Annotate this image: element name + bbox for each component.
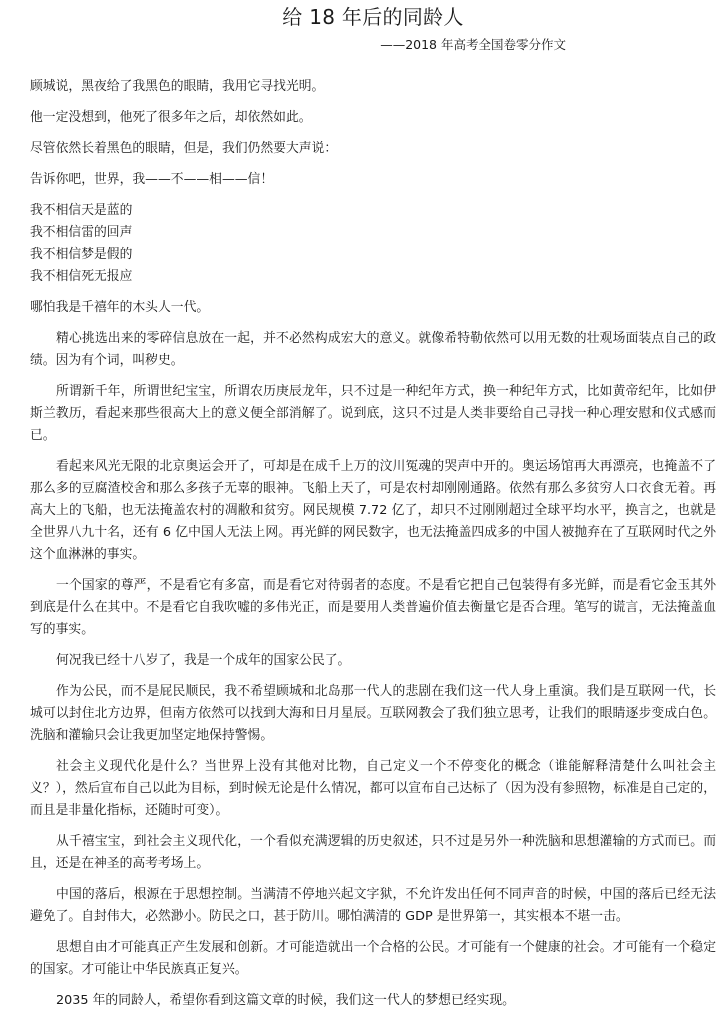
document-body <box>30 76 716 1012</box>
paragraph: 看起来风光无限的北京奥运会开了，可却是在成千上万的汶川冤魂的哭声中开的。奥运场馆再大再漂亮，也掩盖不了那么多的豆腐渣校舍和那么多孩子无辜的眼神。飞船上天了，可是农村却刚刚通路。依然有那么多贫穷人口衣食无着。再高大上的飞船，也无法掩盖农村的凋敝和贫穷。网民规模 7.72 亿了，却只不过刚刚超过全球平均水平，换言之，也就是全世界八九十名，还有 6 亿中国人无法上网。再光鲜的网民数字，也无法掩盖四成多的中国人被抛弃在了互联网时代之外这个血淋淋的事实。 <box>30 459 716 562</box>
poem-line: 我不相信雷的回声 <box>30 225 133 240</box>
paragraph: 中国的落后，根源在于思想控制。当满清不停地兴起文字狱，不允许发出任何不同声音的时候，中国的落后已经无法避免了。自封伟大，必然渺小。防民之口，甚于防川。哪怕满清的 GDP 是世界第一，其实根本不堪一击。 <box>30 887 716 924</box>
poem-line: 我不相信天是蓝的 <box>30 203 133 218</box>
paragraph: 作为公民，而不是屁民顺民，我不希望顾城和北岛那一代人的悲剧在我们这一代人身上重演。我们是互联网一代，长城可以封住北方边界，但南方依然可以找到大海和日月星辰。互联网教会了我们独立思考，让我们的眼睛逐步变成白色。洗脑和灌输只会让我更加坚定地保持警惕。 <box>30 684 716 743</box>
paragraph: 何况我已经十八岁了，我是一个成年的国家公民了。 <box>56 653 351 668</box>
paragraph: 尽管依然长着黑色的眼睛，但是，我们仍然要大声说： <box>30 141 338 156</box>
poem-block <box>30 200 716 288</box>
paragraph: 社会主义现代化是什么？当世界上没有其他对比物，自己定义一个不停变化的概念（谁能解释清楚什么叫社会主义？），然后宣布自己以此为目标，到时候无论是什么情况，都可以宣布自己达标了（因为没有参照物，标准是自己定的，而且是非量化指标，还随时可变）。 <box>30 759 716 818</box>
poem-line: 我不相信梦是假的 <box>30 247 133 262</box>
paragraph: 从千禧宝宝，到社会主义现代化，一个看似充满逻辑的历史叙述，只不过是另外一种洗脑和思想灌输的方式而已。而且，还是在神圣的高考考场上。 <box>30 834 716 871</box>
paragraph: 顾城说，黑夜给了我黑色的眼睛，我用它寻找光明。 <box>30 79 325 94</box>
poem-line: 我不相信死无报应 <box>30 269 133 284</box>
paragraph: 所谓新千年，所谓世纪宝宝，所谓农历庚辰龙年，只不过是一种纪年方式，换一种纪年方式，比如黄帝纪年，比如伊斯兰教历，看起来那些很高大上的意义便全部消解了。说到底，这只不过是人类非要给自己寻找一种心理安慰和仪式感而已。 <box>30 384 716 443</box>
paragraph: 他一定没想到，他死了很多年之后，却依然如此。 <box>30 110 312 125</box>
paragraph: 2035 年的同龄人，希望你看到这篇文章的时候，我们这一代人的梦想已经实现。 <box>56 993 515 1008</box>
paragraph: 哪怕我是千禧年的木头人一代。 <box>30 300 210 315</box>
paragraph: 告诉你吧，世界，我——不——相——信！ <box>30 172 274 187</box>
paragraph: 精心挑选出来的零碎信息放在一起，并不必然构成宏大的意义。就像希特勒依然可以用无数的壮观场面装点自己的政绩。因为有个词，叫秽史。 <box>30 331 716 368</box>
paragraph: 一个国家的尊严，不是看它有多富，而是看它对待弱者的态度。不是看它把自己包装得有多光鲜，而是看它金玉其外到底是什么在其中。不是看它自我吹嘘的多伟光正，而是要用人类普遍价值去衡量它是否合理。笔写的谎言，无法掩盖血写的事实。 <box>30 578 716 637</box>
document-title: 给 18 年后的同龄人 <box>282 5 464 29</box>
paragraph: 思想自由才可能真正产生发展和创新。才可能造就出一个合格的公民。才可能有一个健康的社会。才可能有一个稳定的国家。才可能让中华民族真正复兴。 <box>30 940 716 977</box>
document-subtitle: ——2018 年高考全国卷零分作文 <box>380 37 566 52</box>
